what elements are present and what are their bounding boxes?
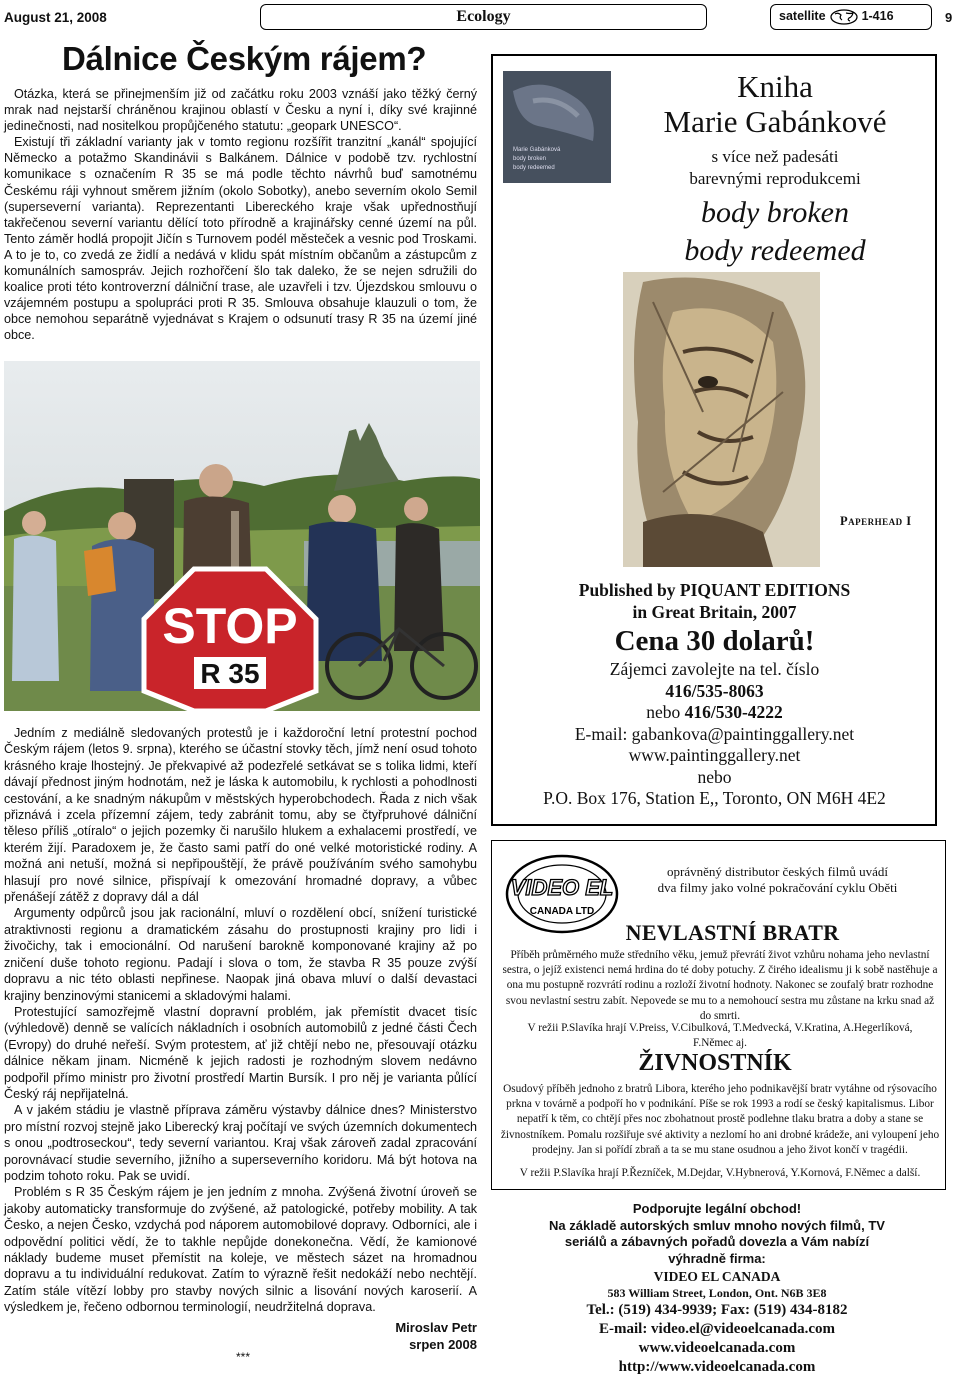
cover-title-1: body broken xyxy=(513,156,547,162)
company-address: 583 William Street, London, Ont. N6B 3E8 xyxy=(607,1286,827,1300)
intro-paragraph: Existují tři základní varianty jak v tomto regionu rozšířit tranzitní „kanál“ spojující Německo a potažmo Skandinávii s Balkánem. Dálnice v podobě tzv. rychlostní komunikace s označením R 35 se má podle těchto návrhů buď samotnému Českému ráji vyhnout směrem jižním (okolo Sobotky), anebo severním okolo Semil (superseverní varianta). Reprezentanti Libereckého kraje však upřednostňují takřečenou severní variantu dělící toto přírodně a krajinářsky cenné území na půl. Tento záměr hodlá propojit Jičín s Turnovem podél městeček a vesnic pod Troskami. A to je to, co zvedá ze židlí a nedává v klidu spát místním občanům a zástupcům z komunálních samospráv. Jejich rozhořčení šlo tak daleko, že se nejen sdružili do koalice proti této kontroverzní dálniční trase, ale uzavřeli i tzv. Újezdskou smlouvu o vzájemném postupu a spolupráci proti R 35. Smlouva obsahuje klauzuli o tom, že obce nemohou separátně vyjednávat s Krajem o odsunutí trasy R 35 na území jiné obce. xyxy=(4,135,477,343)
book-name-2: body redeemed xyxy=(684,234,866,267)
video-el-logo xyxy=(503,852,621,936)
body-paragraph: Jedním z mediálně sledovaných protestů je i každoroční letní protestní pochod Českým rájem (letos 9. srpna), kterého se účastní stovky těch, jímž není osud tohoto krásného kraje lhostejný. Je překvapivé až podezřelé setkávat se s tolika lidmi, kteří dávají přednost jiným hodnotám, než je láska k automobilu, k rychlosti a pohodlnosti cestování, a ke snadným nákupům v městských hyperobchodech. Řada z nich však přiznává i zcela přízemní zájem, tedy zabránit tomu, aby se čtyřpruhové dálniční těleso příliš „otíralo“ o jejich pozemky či narušilo hlukem a exhalacemi prostředí, ve kterém žijí. Paradoxem je, že často sami patří do oné velké motoristické rodiny. A možná ani netuší, možná si nepřipouštějí, že právě používáním svého samohybu hlasují pro nové silnice, přispívají k omezování hromadné dopravy, a vůbec přenášejí zátěž z dopravy dál a dál xyxy=(4,726,477,905)
intro-line: dva filmy jako volné pokračování cyklu Oběti xyxy=(657,880,898,895)
book-name-1: body broken xyxy=(700,196,849,229)
company-phone: Tel.: (519) 434-9939; Fax: (519) 434-8182 xyxy=(586,1302,848,1318)
section-title: Ecology xyxy=(260,4,707,30)
page-number: 9 xyxy=(945,10,953,25)
intro-line: oprávněný distributor českých filmů uvádí xyxy=(667,864,888,879)
body-paragraph: Argumenty odpůrců jsou jak racionální, mluví o rozdělení obcí, snížení turistické atraktivnosti regionu a dramatickém zásahu do prostupnosti krajiny pro lidi i živočichy, tak i emocionální. Od narušení barokně komponované krajiny až po zničení duše tohoto regionu. Padají i slova o tom, že stavba R 35 pouze zvýší dopravu a nic této oblasti nepřinese. Naopak jiná obava mluví o další devastaci krajiny benzinovými stanicemi a skladovými halami. xyxy=(4,906,477,1003)
call-text: Zájemci zavolejte na tel. číslo xyxy=(609,659,820,679)
article-title: Dálnice Českým rájem? xyxy=(62,40,427,77)
book-price: Cena 30 dolarů! xyxy=(614,625,815,657)
book-subtitle: barevnými reprodukcemi xyxy=(689,169,861,188)
article-body xyxy=(4,725,477,1316)
body-paragraph: A v jakém stádiu je vlastně příprava záměru výstavby dálnice dnes? Ministerstvo pro místní rozvoj stejně jako Liberecký kraj počítají ve svých územních dokumentech s onou „podtroseckou“, tedy severní variantou. Kraj však zároveň zadal zpracování porovnávací studie severního, jižního a superseverního koridoru. Má být hotova na podzim tohoto roku. Pak se uvidí. xyxy=(4,1103,477,1183)
logo-text-2: CANADA LTD xyxy=(529,906,595,917)
film-2-description: Osudový příběh jednoho z bratrů Libora, kterého jeho podnikavější bratr vytáhne od rýsovacího prkna v továrně a podpoří ho v podnikání. Píše se rok 1993 a rodí se český kapitalismus. Libor nepatří k těm, co chtějí přes noc zbohatnout prostě podlehne tlaku bratra a doby a stane se živnostníkem. Pomalu rozšiřuje své aktivity a nezlomí ho ani drobné krádeže, ani vyloupení jeho prodejny. Jan si pořídí zbraň a ta se mu stane osudnou a jeho život končí v tragédii. xyxy=(500,1083,940,1156)
book-title-block xyxy=(615,70,935,270)
book-website[interactable]: www.paintinggallery.net xyxy=(628,745,801,765)
cover-title-2: body redeemed xyxy=(513,165,555,171)
company-contact xyxy=(496,1268,938,1377)
book-address: P.O. Box 176, Station E,, Toronto, ON M6H 4E2 xyxy=(543,788,886,808)
painting-image xyxy=(623,272,820,567)
phone-2-line xyxy=(496,702,933,724)
article-intro xyxy=(4,86,477,344)
distributor-intro xyxy=(625,864,930,896)
film-1-description: Příběh průměrného muže středního věku, jemuž převrátí život vzhůru nohama jeho nevlastní sestra, o jejíž existenci nemá hrdina do té doby potuchy. Z čirého idealismu ji k sobě nastěhuje a ona mu postupně rozvrátí rodinu a rozloží životní hodnoty. Nakonec se zoufalý bratr rozhodne svou nevlastní sestru zabít. Nepovede se mu to a nemohoucí sestra mu zůstane na krku snad až do smrti. xyxy=(502,949,938,1022)
intro-paragraph: Otázka, která se přinejmenším již od začátku roku 2003 vznáší jako těžký černý mrak nad nejstarší chráněnou krajinou oblastí v Česku a nyní i, díky své krajinné jedinečnosti, nad nositelkou propůjčeného statutu: „geopark UNESCO“. xyxy=(4,87,477,134)
notice-line: seriálů a zábavných pořadů dovezla a Vám nabízí xyxy=(564,1234,870,1250)
stop-sign-text: STOP xyxy=(162,598,298,654)
cover-author: Marie Gabánková xyxy=(513,147,561,153)
notice-line: výhradně firma: xyxy=(668,1250,766,1266)
route-sign-text: R 35 xyxy=(200,658,260,689)
company-website[interactable]: www.videoelcanada.com xyxy=(638,1340,796,1356)
phone-2-prefix: nebo xyxy=(646,702,681,722)
notice-line: Na základě autorských smluv mnoho nových filmů, TV xyxy=(549,1217,885,1233)
publisher-mark: Paperhead I xyxy=(840,514,912,528)
publisher-line: Published by PIQUANT EDITIONS xyxy=(578,580,851,600)
publication-name: satellite xyxy=(779,9,826,23)
phone-2: 416/530-4222 xyxy=(684,702,783,722)
company-url[interactable]: http://www.videoelcanada.com xyxy=(618,1359,816,1375)
film-2-title: ŽIVNOSTNÍK xyxy=(638,1050,792,1076)
company-email[interactable]: E-mail: video.el@videoelcanada.com xyxy=(598,1321,835,1337)
book-email[interactable]: E-mail: gabankova@paintinggallery.net xyxy=(574,723,855,744)
company-name: VIDEO EL CANADA xyxy=(653,1269,781,1284)
or-text: nebo xyxy=(697,766,732,787)
publication-badge xyxy=(770,4,932,30)
body-paragraph: Protestující samozřejmě vlastní dopravní problém, jak přemístit dvacet tisíc (výhledově) denně se valících nákladních i osobních automobilů z jedné části Čech (Evropy) do druhé neřeší. Svým protestem, ať již chtějí nebo ne, přesouvají otázku dálnice někam jinam. Nicméně k jejich radosti je rozhodným slovem nedávno podpořil přímo ministr pro životní prostředí Martin Bursík. I pro něj je varianta půlící Český ráj nepřijatelná. xyxy=(4,1004,477,1101)
film-2-cast: V režii P.Slavíka hrají P.Řezníček, M.Dejdar, V.Hybnerová, Y.Kornová, F.Němec a další. xyxy=(519,1167,921,1179)
notice-line: Podporujte legální obchod! xyxy=(632,1201,802,1216)
phone-1: 416/535-8063 xyxy=(665,680,764,701)
author-name: Miroslav Petr xyxy=(395,1320,477,1335)
author-date: srpen 2008 xyxy=(409,1336,477,1352)
issue-number: 1-416 xyxy=(861,9,894,23)
protest-photo xyxy=(4,361,480,711)
book-subtitle: s více než padesáti xyxy=(711,147,839,166)
article-author xyxy=(330,1320,477,1353)
issue-date: August 21, 2008 xyxy=(4,10,107,25)
body-paragraph: Problém s R 35 Českým rájem je jen jedním z mnoha. Zvýšená životní úroveň se jakoby automaticky transformuje do zvýšené, až patologické, potřeby mobility. A tak Česko, a nejen Česko, vzdychá pod náporem automobilové dopravy. Odborníci, ale i odpovědní politici vědí, že to takhle nepůjde donekonečna. Vědí, že kamionové náklady budeme muset přemístit na koleje, ve městech sázet na hromadnou dopravu a tu individuální redukovat. Zatím to výrazně řešit nedokáží nebo nechtějí. Zatím stále vítězí lobby pro stavby nových silnic a lisování nových karoserií. A výsledkem je, řečeno odbornou terminologií, neudržitelná doprava. xyxy=(4,1185,477,1315)
article-separator: *** xyxy=(236,1350,251,1364)
film-1-title: NEVLASTNÍ BRATR xyxy=(625,920,840,945)
logo-text-1: VIDEO EL xyxy=(510,875,614,900)
legal-notice xyxy=(496,1201,938,1267)
film-1-cast: V režii P.Slavíka hrají V.Preiss, V.Cibulková, T.Medvecká, V.Kratina, A.Hegerlíková, F.Němec aj. xyxy=(527,1022,913,1050)
book-order-info xyxy=(496,580,933,810)
globe-icon xyxy=(829,9,859,25)
publisher-line-2: in Great Britain, 2007 xyxy=(632,601,797,622)
book-cover xyxy=(503,71,611,183)
book-heading: Kniha xyxy=(737,69,813,104)
book-author: Marie Gabánkové xyxy=(663,104,887,139)
